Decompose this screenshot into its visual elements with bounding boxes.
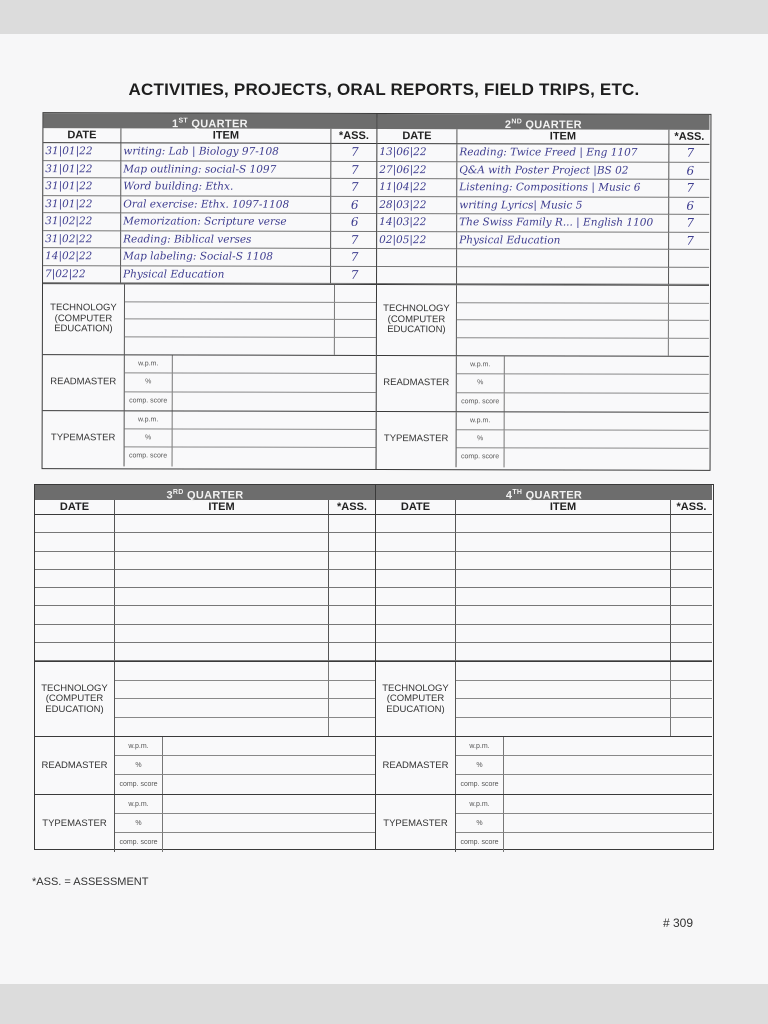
readmaster-label: READMASTER xyxy=(43,355,125,410)
entry-date-cell[interactable] xyxy=(376,552,456,570)
quarter-label: QUARTER xyxy=(191,118,248,131)
entry-item-cell[interactable]: Reading: Biblical verses xyxy=(121,231,331,249)
quarter-header xyxy=(43,113,376,129)
technology-entry-cell[interactable] xyxy=(456,699,671,718)
readmaster-rows xyxy=(457,356,709,412)
technology-rows xyxy=(456,662,712,736)
entry-date-cell[interactable]: 14|03|22 xyxy=(377,214,457,232)
technology-entry-cell[interactable] xyxy=(669,286,709,304)
quarter-2 xyxy=(376,114,710,470)
typemaster-wpm-label: w.p.m. xyxy=(456,795,504,814)
technology-section xyxy=(377,285,709,357)
entry-date-cell[interactable]: 28|03|22 xyxy=(377,197,457,215)
technology-label: TECHNOLOGY (COMPUTER EDUCATION) xyxy=(377,285,457,355)
entry-date-cell[interactable] xyxy=(35,552,115,570)
entry-date-cell[interactable] xyxy=(376,570,456,588)
readmaster-score-value[interactable] xyxy=(173,392,376,411)
entry-ass-cell[interactable] xyxy=(329,515,375,533)
entry-item-cell[interactable] xyxy=(115,606,329,624)
technology-entry-cell[interactable] xyxy=(456,662,671,681)
technology-entry-cell[interactable] xyxy=(671,681,712,700)
entry-date-cell[interactable] xyxy=(35,643,115,661)
entry-ass-cell[interactable]: 7 xyxy=(331,179,376,197)
entry-item-cell[interactable] xyxy=(456,606,671,624)
entry-item-cell[interactable]: writing Lyrics| Music 5 xyxy=(457,197,669,215)
column-header-item: ITEM xyxy=(457,129,669,145)
readmaster-rows xyxy=(125,355,376,411)
entry-item-cell[interactable] xyxy=(456,552,671,570)
readmaster-label: READMASTER xyxy=(377,356,457,411)
entry-item-cell[interactable]: Map labeling: Social-S 1108 xyxy=(121,248,331,266)
entry-date-cell[interactable] xyxy=(35,606,115,624)
readmaster-section xyxy=(377,356,709,413)
typemaster-rows xyxy=(456,795,712,852)
entry-ass-cell[interactable]: 7 xyxy=(669,232,709,250)
column-header-item: ITEM xyxy=(121,128,331,144)
entry-item-cell[interactable] xyxy=(115,515,329,533)
entry-ass-cell[interactable] xyxy=(329,643,375,661)
typemaster-score-value[interactable] xyxy=(163,833,375,852)
readmaster-wpm-value[interactable] xyxy=(505,356,709,375)
entry-ass-cell[interactable]: 7 xyxy=(331,161,376,179)
technology-rows xyxy=(115,662,375,736)
entry-item-cell[interactable] xyxy=(115,588,329,606)
entry-date-cell[interactable]: 31|02|22 xyxy=(43,231,121,249)
technology-entry-cell[interactable] xyxy=(329,699,375,718)
readmaster-wpm-value[interactable] xyxy=(173,355,376,374)
entry-date-cell[interactable]: 31|02|22 xyxy=(43,213,121,231)
readmaster-score-value[interactable] xyxy=(504,775,712,794)
typemaster-label: TYPEMASTER xyxy=(376,795,456,852)
typemaster-pct-label: % xyxy=(115,814,163,833)
entry-item-cell[interactable]: Q&A with Poster Project |BS 02 xyxy=(457,162,669,180)
entry-item-cell[interactable]: Physical Education xyxy=(457,232,669,250)
typemaster-label: TYPEMASTER xyxy=(377,412,457,467)
entry-date-cell[interactable]: 31|01|22 xyxy=(43,161,121,179)
entry-item-cell[interactable] xyxy=(457,249,669,267)
column-header-item: ITEM xyxy=(115,500,329,515)
readmaster-score-label: comp. score xyxy=(456,775,504,794)
entry-ass-cell[interactable]: 7 xyxy=(669,215,709,233)
typemaster-wpm-value[interactable] xyxy=(505,412,709,431)
technology-entry-cell[interactable] xyxy=(457,338,669,356)
technology-entry-cell[interactable] xyxy=(456,718,671,737)
typemaster-pct-label: % xyxy=(456,814,504,833)
entry-date-cell[interactable]: 7|02|22 xyxy=(43,266,121,284)
entry-item-cell[interactable]: writing: Lab | Biology 97-108 xyxy=(121,143,331,161)
quarter-4 xyxy=(375,485,712,849)
typemaster-pct-value[interactable] xyxy=(505,431,709,450)
entry-date-cell[interactable] xyxy=(35,588,115,606)
readmaster-wpm-label: w.p.m. xyxy=(115,737,163,756)
entry-ass-cell[interactable]: 7 xyxy=(331,266,376,284)
readmaster-section xyxy=(376,737,712,795)
entry-item-cell[interactable] xyxy=(115,552,329,570)
entry-ass-cell[interactable] xyxy=(669,267,709,285)
entry-date-cell[interactable] xyxy=(376,643,456,661)
technology-section xyxy=(376,662,712,737)
technology-section xyxy=(43,284,376,356)
typemaster-score-label: comp. score xyxy=(115,833,163,852)
column-header-ass: *ASS. xyxy=(669,130,709,145)
technology-entry-cell[interactable] xyxy=(671,662,712,681)
quarter-header xyxy=(376,485,712,500)
entry-item-cell[interactable] xyxy=(457,267,669,285)
entry-ass-cell[interactable] xyxy=(671,552,712,570)
readmaster-score-label: comp. score xyxy=(125,392,173,410)
technology-entry-cell[interactable] xyxy=(115,681,329,700)
readmaster-pct-label: % xyxy=(457,375,505,393)
technology-entry-cell[interactable] xyxy=(457,320,669,338)
entry-item-cell[interactable] xyxy=(456,570,671,588)
readmaster-pct-label: % xyxy=(456,756,504,775)
quarter-3 xyxy=(35,485,375,849)
entry-ass-cell[interactable]: 7 xyxy=(669,145,709,163)
readmaster-rows xyxy=(115,737,375,794)
technology-label: TECHNOLOGY (COMPUTER EDUCATION) xyxy=(35,662,115,736)
readmaster-label: READMASTER xyxy=(376,737,456,794)
entry-ass-cell[interactable] xyxy=(329,606,375,624)
entry-ass-cell[interactable] xyxy=(329,533,375,551)
entry-ass-cell[interactable] xyxy=(329,570,375,588)
typemaster-rows xyxy=(457,412,709,468)
readmaster-section xyxy=(35,737,375,795)
readmaster-pct-value[interactable] xyxy=(163,756,375,775)
quarter-number: 4 xyxy=(505,489,513,502)
typemaster-pct-label: % xyxy=(457,430,505,448)
technology-entry-cell[interactable] xyxy=(335,302,376,320)
typemaster-wpm-value[interactable] xyxy=(163,795,375,814)
quarters-1-2-table xyxy=(42,112,712,471)
typemaster-wpm-value[interactable] xyxy=(173,411,376,430)
quarter-label: QUARTER xyxy=(187,489,244,502)
readmaster-pct-value[interactable] xyxy=(173,374,376,393)
entry-date-cell[interactable] xyxy=(377,249,457,267)
typemaster-score-label: comp. score xyxy=(456,833,504,852)
entry-ass-cell[interactable] xyxy=(329,588,375,606)
typemaster-pct-value[interactable] xyxy=(163,814,375,833)
technology-entry-cell[interactable] xyxy=(115,662,329,681)
entry-ass-cell[interactable] xyxy=(329,625,375,643)
technology-rows xyxy=(457,285,709,356)
entry-ass-cell[interactable] xyxy=(671,533,712,551)
column-header-ass: *ASS. xyxy=(331,129,376,144)
quarter-label: QUARTER xyxy=(525,489,583,502)
column-header-date: DATE xyxy=(376,500,456,515)
entry-ass-cell[interactable] xyxy=(671,606,712,624)
readmaster-pct-value[interactable] xyxy=(505,375,709,394)
entry-ass-cell[interactable]: 7 xyxy=(331,144,376,162)
footnote: *ASS. = ASSESSMENT xyxy=(32,876,149,888)
column-header-date: DATE xyxy=(377,129,457,144)
entries-grid xyxy=(377,129,709,286)
typemaster-wpm-label: w.p.m. xyxy=(115,795,163,814)
typemaster-rows xyxy=(125,411,376,467)
quarter-number: 3 xyxy=(166,489,173,502)
entries-grid xyxy=(376,500,712,662)
technology-entry-cell[interactable] xyxy=(671,718,712,737)
typemaster-score-label: comp. score xyxy=(457,449,505,467)
typemaster-wpm-label: w.p.m. xyxy=(125,411,173,429)
quarter-ordinal: ND xyxy=(511,118,523,126)
entry-item-cell[interactable]: Listening: Compositions | Music 6 xyxy=(457,179,669,197)
entry-date-cell[interactable] xyxy=(35,533,115,551)
technology-entry-cell[interactable] xyxy=(125,302,335,320)
quarters-3-4-table xyxy=(34,484,714,850)
quarter-1 xyxy=(43,113,377,469)
entry-item-cell[interactable] xyxy=(115,570,329,588)
technology-entry-cell[interactable] xyxy=(457,303,669,321)
entry-ass-cell[interactable] xyxy=(671,515,712,533)
quarter-ordinal: RD xyxy=(172,489,184,496)
technology-entry-cell[interactable] xyxy=(669,321,709,339)
entry-date-cell[interactable] xyxy=(376,515,456,533)
technology-entry-cell[interactable] xyxy=(671,699,712,718)
typemaster-section xyxy=(377,412,709,468)
typemaster-pct-value[interactable] xyxy=(504,814,712,833)
entry-item-cell[interactable] xyxy=(456,533,671,551)
column-header-item: ITEM xyxy=(456,500,671,515)
quarter-ordinal: TH xyxy=(512,489,523,496)
entry-item-cell[interactable] xyxy=(115,625,329,643)
readmaster-pct-label: % xyxy=(125,374,173,392)
technology-entry-cell[interactable] xyxy=(456,681,671,700)
technology-label: TECHNOLOGY (COMPUTER EDUCATION) xyxy=(376,662,456,736)
entry-date-cell[interactable]: 11|04|22 xyxy=(377,179,457,197)
page-title: ACTIVITIES, PROJECTS, ORAL REPORTS, FIELD TRIPS, ETC. xyxy=(128,80,640,99)
entry-date-cell[interactable] xyxy=(376,588,456,606)
technology-entry-cell[interactable] xyxy=(329,681,375,700)
column-header-ass: *ASS. xyxy=(671,500,712,515)
entry-ass-cell[interactable]: 6 xyxy=(331,214,376,232)
entry-date-cell[interactable]: 31|01|22 xyxy=(43,178,121,196)
quarter-header xyxy=(377,114,709,130)
entry-item-cell[interactable]: Map outlining: social-S 1097 xyxy=(121,161,331,179)
technology-entry-cell[interactable] xyxy=(115,718,329,737)
entries-grid xyxy=(35,500,375,662)
entries-grid xyxy=(43,128,376,285)
typemaster-rows xyxy=(115,795,375,852)
entry-ass-cell[interactable]: 6 xyxy=(669,197,709,215)
entry-date-cell[interactable] xyxy=(376,606,456,624)
column-header-date: DATE xyxy=(43,128,121,143)
readmaster-pct-label: % xyxy=(115,756,163,775)
typemaster-score-value[interactable] xyxy=(505,449,709,468)
technology-rows xyxy=(125,284,376,355)
typemaster-section xyxy=(35,795,375,852)
typemaster-section xyxy=(376,795,712,852)
entry-date-cell[interactable] xyxy=(376,533,456,551)
technology-label: TECHNOLOGY (COMPUTER EDUCATION) xyxy=(43,284,125,354)
entry-item-cell[interactable] xyxy=(115,643,329,661)
entry-ass-cell[interactable]: 7 xyxy=(669,180,709,198)
typemaster-wpm-label: w.p.m. xyxy=(457,412,505,430)
readmaster-score-value[interactable] xyxy=(163,775,375,794)
entry-item-cell[interactable] xyxy=(456,625,671,643)
entry-ass-cell[interactable]: 7 xyxy=(331,249,376,267)
typemaster-score-value[interactable] xyxy=(173,448,376,467)
entry-date-cell[interactable] xyxy=(35,625,115,643)
entry-date-cell[interactable]: 13|06|22 xyxy=(377,144,457,162)
entry-date-cell[interactable] xyxy=(376,625,456,643)
readmaster-score-value[interactable] xyxy=(505,393,709,412)
typemaster-pct-value[interactable] xyxy=(173,430,376,449)
technology-entry-cell[interactable] xyxy=(335,285,376,303)
entry-ass-cell[interactable] xyxy=(671,625,712,643)
readmaster-pct-value[interactable] xyxy=(504,756,712,775)
typemaster-label: TYPEMASTER xyxy=(43,411,125,466)
entry-ass-cell[interactable] xyxy=(669,250,709,268)
technology-entry-cell[interactable] xyxy=(669,303,709,321)
entry-item-cell[interactable] xyxy=(456,515,671,533)
quarter-number: 2 xyxy=(504,118,512,132)
readmaster-wpm-value[interactable] xyxy=(163,737,375,756)
typemaster-pct-label: % xyxy=(125,430,173,448)
entry-item-cell[interactable]: Reading: Twice Freed | Eng 1107 xyxy=(457,144,669,162)
entry-ass-cell[interactable]: 6 xyxy=(669,162,709,180)
technology-entry-cell[interactable] xyxy=(329,662,375,681)
entry-date-cell[interactable]: 02|05|22 xyxy=(377,232,457,250)
quarter-number: 1 xyxy=(171,118,179,131)
technology-entry-cell[interactable] xyxy=(335,337,376,355)
quarter-header xyxy=(35,485,375,500)
entry-ass-cell[interactable] xyxy=(671,570,712,588)
typemaster-score-value[interactable] xyxy=(504,833,712,852)
readmaster-label: READMASTER xyxy=(35,737,115,794)
readmaster-wpm-label: w.p.m. xyxy=(457,356,505,374)
typemaster-score-label: comp. score xyxy=(125,448,173,466)
entry-ass-cell[interactable] xyxy=(329,552,375,570)
technology-entry-cell[interactable] xyxy=(125,337,335,355)
entry-date-cell[interactable]: 27|06|22 xyxy=(377,162,457,180)
entry-item-cell[interactable]: Word building: Ethx. xyxy=(121,178,331,196)
technology-entry-cell[interactable] xyxy=(115,699,329,718)
entry-date-cell[interactable]: 31|01|22 xyxy=(43,143,121,161)
entry-ass-cell[interactable]: 6 xyxy=(331,196,376,214)
readmaster-score-label: comp. score xyxy=(457,393,505,411)
typemaster-section xyxy=(43,411,376,467)
entry-item-cell[interactable] xyxy=(115,533,329,551)
technology-entry-cell[interactable] xyxy=(125,284,335,302)
technology-section xyxy=(35,662,375,737)
entry-date-cell[interactable] xyxy=(35,515,115,533)
technology-entry-cell[interactable] xyxy=(125,319,335,337)
entry-item-cell[interactable]: Physical Education xyxy=(121,266,331,284)
column-header-ass: *ASS. xyxy=(329,500,375,515)
typemaster-label: TYPEMASTER xyxy=(35,795,115,852)
entry-date-cell[interactable] xyxy=(35,570,115,588)
entry-ass-cell[interactable] xyxy=(671,643,712,661)
entry-item-cell[interactable] xyxy=(456,643,671,661)
column-header-date: DATE xyxy=(35,500,115,515)
entry-date-cell[interactable] xyxy=(377,267,457,285)
readmaster-wpm-value[interactable] xyxy=(504,737,712,756)
technology-entry-cell[interactable] xyxy=(457,285,669,303)
readmaster-score-label: comp. score xyxy=(115,775,163,794)
technology-entry-cell[interactable] xyxy=(669,338,709,356)
entry-item-cell[interactable]: Memorization: Scripture verse xyxy=(121,213,331,231)
readmaster-wpm-label: w.p.m. xyxy=(125,355,173,373)
entry-date-cell[interactable]: 14|02|22 xyxy=(43,248,121,266)
entry-ass-cell[interactable] xyxy=(671,588,712,606)
entry-item-cell[interactable]: The Swiss Family R... | English 1100 xyxy=(457,214,669,232)
quarter-ordinal: ST xyxy=(178,117,189,125)
readmaster-rows xyxy=(456,737,712,794)
entry-ass-cell[interactable]: 7 xyxy=(331,231,376,249)
readmaster-section xyxy=(43,355,376,412)
readmaster-wpm-label: w.p.m. xyxy=(456,737,504,756)
technology-entry-cell[interactable] xyxy=(335,320,376,338)
entry-item-cell[interactable]: Oral exercise: Ethx. 1097-1108 xyxy=(121,196,331,214)
quarter-label: QUARTER xyxy=(525,119,582,132)
technology-entry-cell[interactable] xyxy=(329,718,375,737)
entry-item-cell[interactable] xyxy=(456,588,671,606)
page-number: # 309 xyxy=(663,916,694,930)
typemaster-wpm-value[interactable] xyxy=(504,795,712,814)
entry-date-cell[interactable]: 31|01|22 xyxy=(43,196,121,214)
